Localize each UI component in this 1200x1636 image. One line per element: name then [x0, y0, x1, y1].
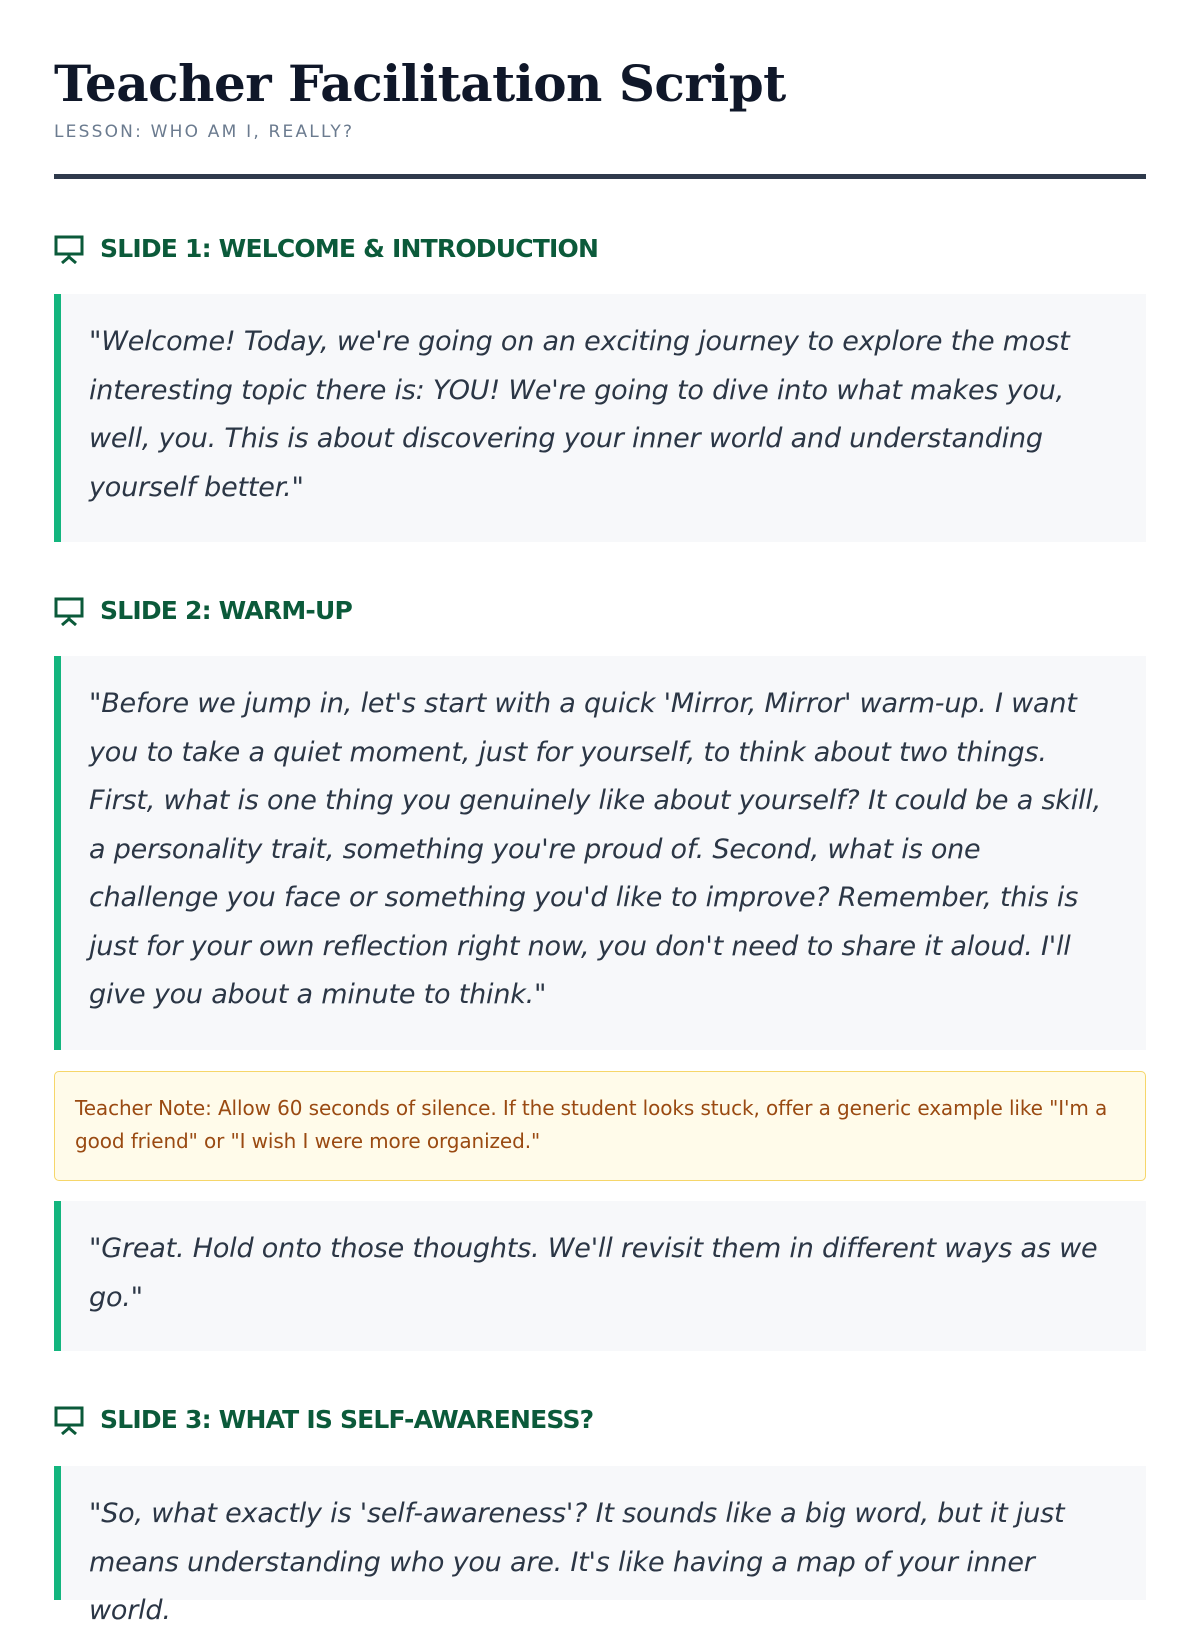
- document-title: Teacher Facilitation Script: [54, 54, 786, 113]
- presentation-board-icon: [54, 594, 84, 626]
- slide-3-title: SLIDE 3: WHAT IS SELF-AWARENESS?: [100, 1404, 594, 1434]
- header-divider: [54, 174, 1146, 179]
- quote-text: "Before we jump in, let's start with a quick 'Mirror, Mirror' warm-up. I want you to take a quiet moment, just for yourself, to think about two things. First, what is one thing you genuinely like about yourself? It could be a skill, a personality trait, something you're proud of. Second, what is one challenge you face or something you'd like to improve? Remember, this is just for your own reflection right now, you don't need to share it aloud. I'll give you about a minute to think.": [89, 688, 1102, 1010]
- slide-2-script-quote: [54, 656, 1146, 1050]
- slide-1-script-quote: [54, 294, 1146, 542]
- slide-3-script-quote: [54, 1466, 1146, 1626]
- quote-text: "So, what exactly is 'self-awareness'? It sounds like a big word, but it just means understanding who you are. It's like having a map of your inner world.: [89, 1498, 1065, 1626]
- slide-1-title: SLIDE 1: WELCOME & INTRODUCTION: [100, 233, 599, 263]
- slide-3-heading: [54, 1401, 593, 1437]
- quote-text: "Welcome! Today, we're going on an exciting journey to explore the most interesting topic there is: YOU! We're going to dive into what makes you, well, you. This is about discovering your inner world and understanding yourself better.": [89, 326, 1070, 503]
- slide-2-heading: [54, 592, 352, 628]
- slide-2-followup-quote: [54, 1201, 1146, 1351]
- teacher-note: [54, 1071, 1146, 1181]
- presentation-board-icon: [54, 232, 84, 264]
- lesson-subtitle: LESSON: WHO AM I, REALLY?: [54, 122, 355, 142]
- slide-1-heading: [54, 230, 598, 266]
- quote-text: "Great. Hold onto those thoughts. We'll revisit them in different ways as we go.": [89, 1233, 1098, 1313]
- teacher-note-text: Teacher Note: Allow 60 seconds of silence. If the student looks stuck, offer a generic example like "I'm a good friend" or "I wish I were more organized.": [75, 1096, 1108, 1153]
- presentation-board-icon: [54, 1403, 84, 1435]
- slide-2-title: SLIDE 2: WARM-UP: [100, 595, 352, 625]
